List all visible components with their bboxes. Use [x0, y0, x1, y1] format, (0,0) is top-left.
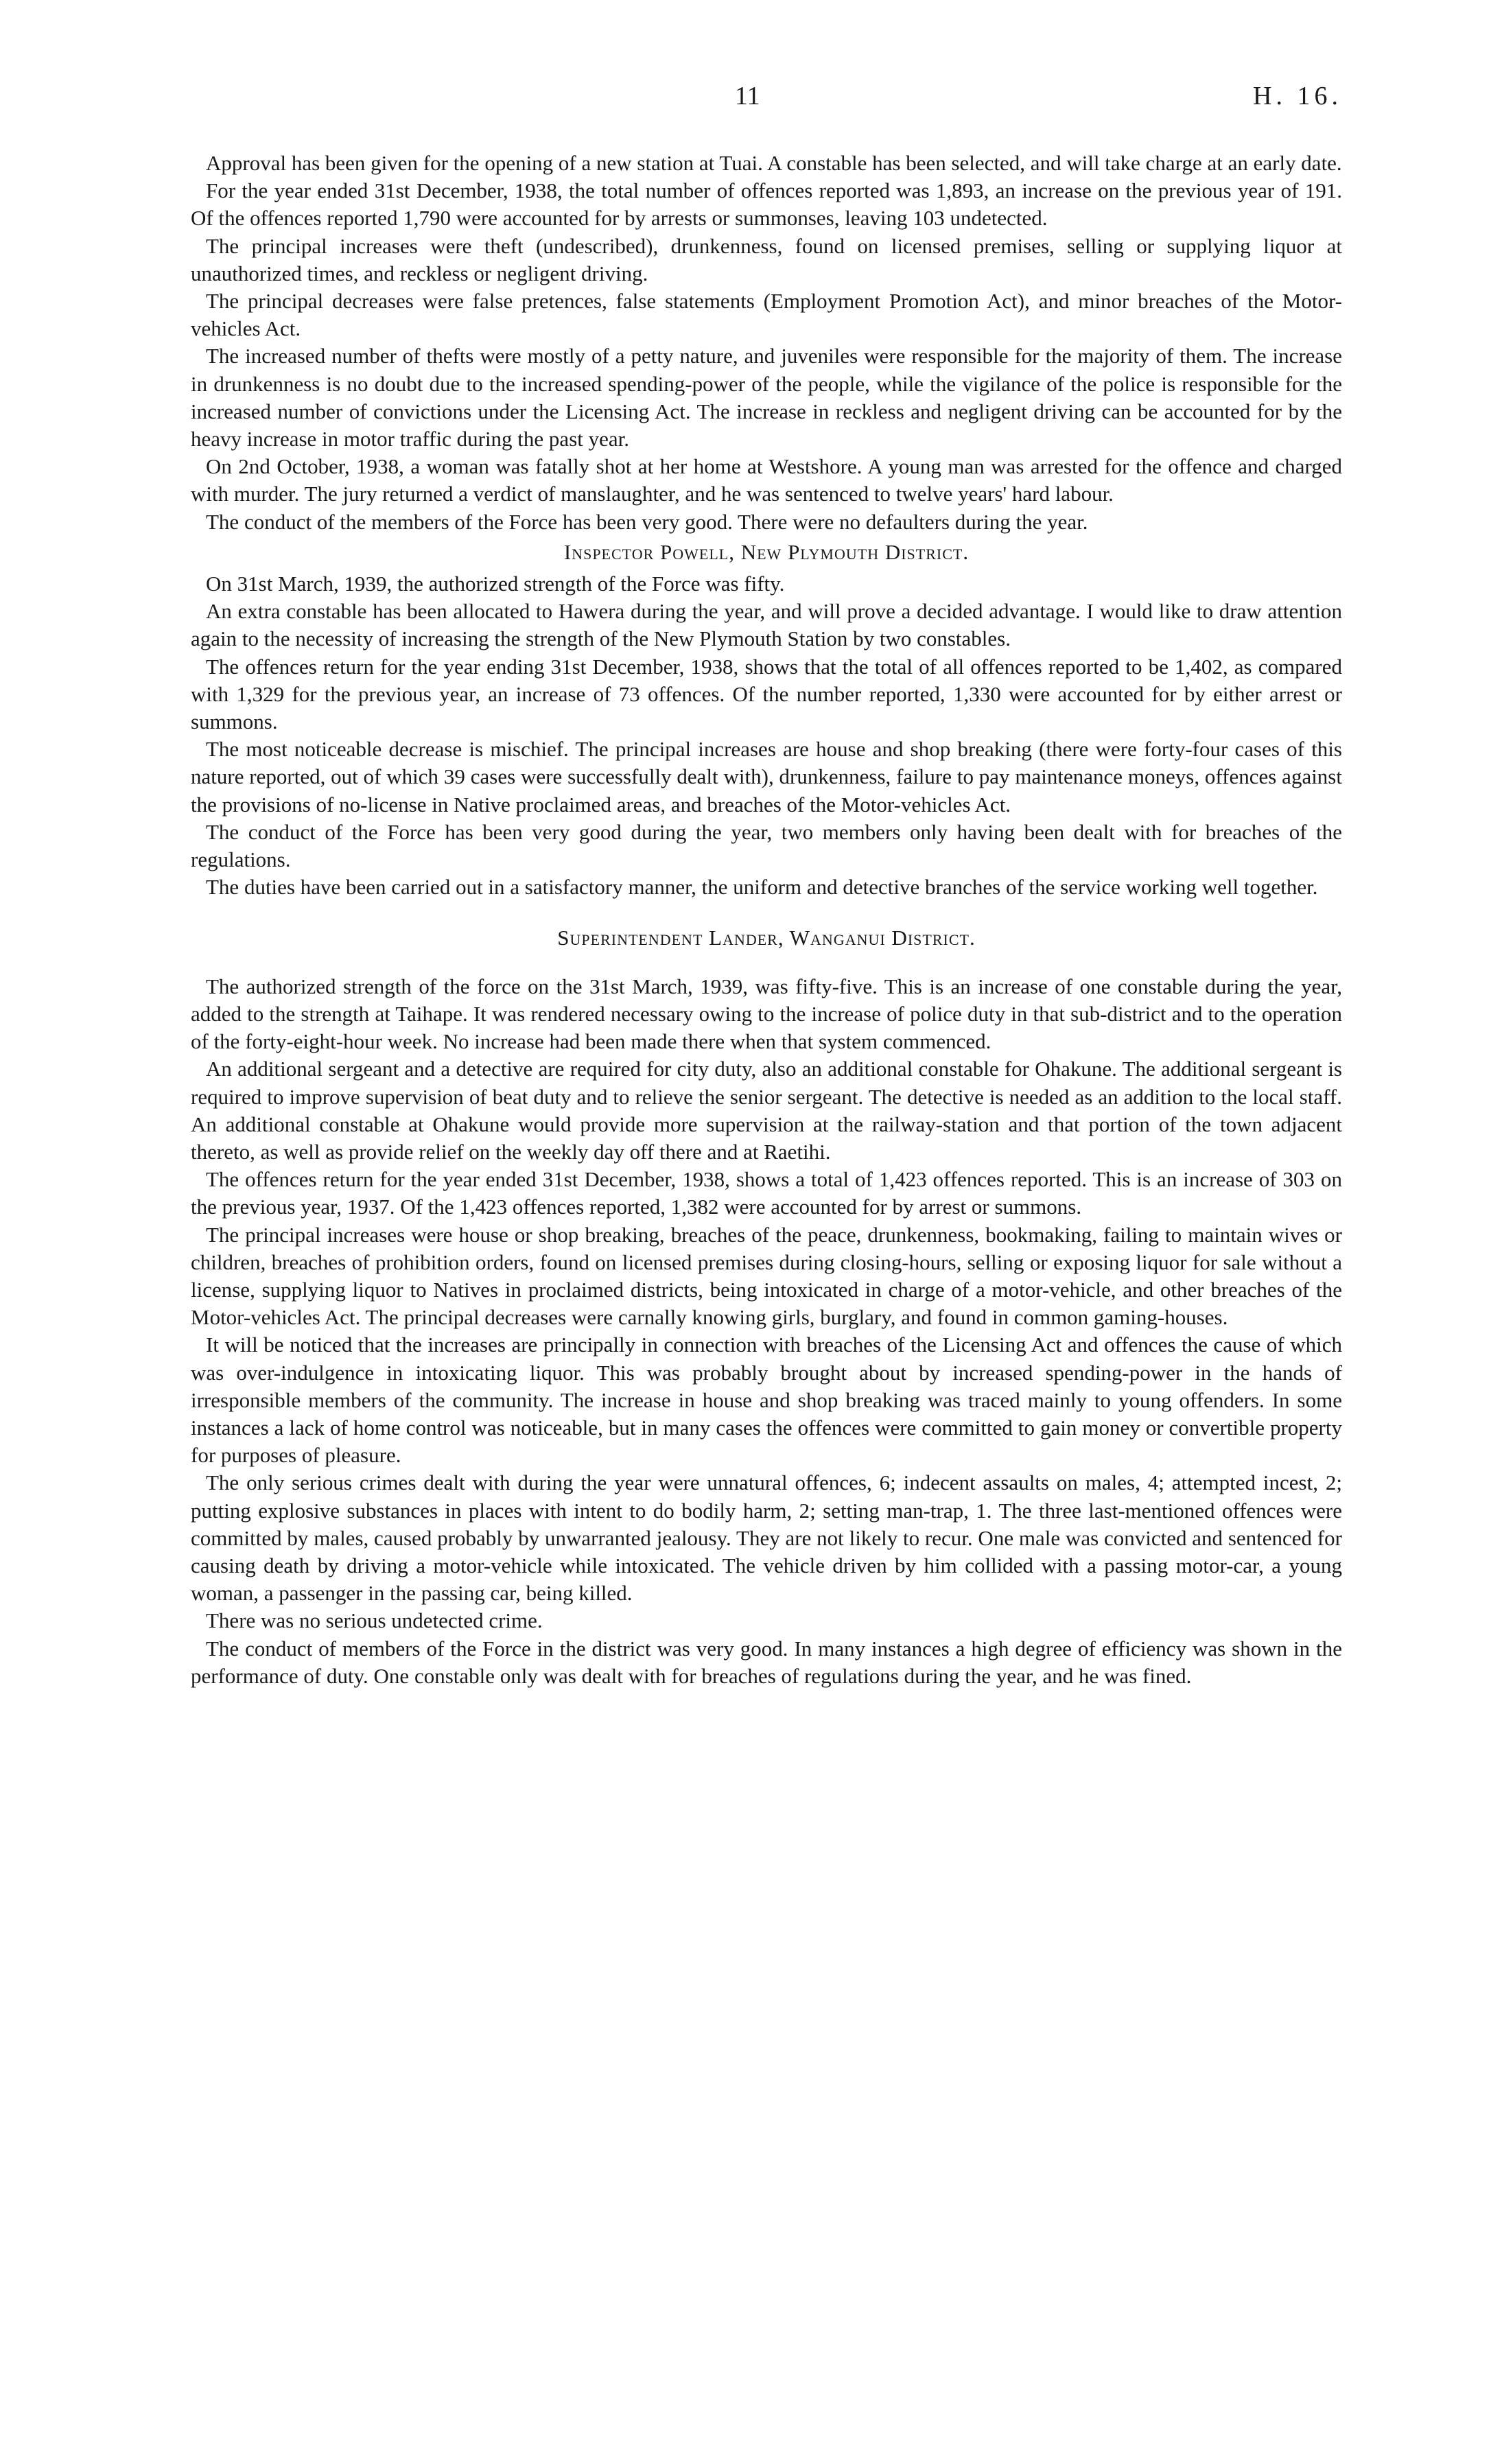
section-continuation — [191, 150, 1342, 536]
paragraph: The authorized strength of the force on the 31st March, 1939, was fifty-five. This is an increase of one constable during the year, added to the strength at Taihape. It was rendered necessary owing to the increase of police duty in that sub-district and to the operation of the forty-eight-hour week. No increase had been made there when that system commenced. — [191, 974, 1342, 1054]
paragraph: An extra constable has been allocated to Hawera during the year, and will prove a decided advantage. I would like to draw attention again to the necessity of increasing the strength of the New Plymouth Station by two constables. — [191, 599, 1342, 651]
paragraph: The conduct of members of the Force in the district was very good. In many instances a high degree of efficiency was shown in the performance of duty. One constable only was dealt with for breaches of regulations during the year, and he was fined. — [191, 1636, 1342, 1688]
paragraph: The conduct of the members of the Force has been very good. There were no defaulters during the year. — [206, 509, 1088, 534]
section-wanganui — [191, 924, 1342, 1689]
paragraph: The principal increases were house or shop breaking, breaches of the peace, drunkenness, bookmaking, failing to maintain wives or children, breaches of prohibition orders, found on licensed premises during closing-hours, selling or exposing liquor for sale without a license, supplying liquor to Natives in proclaimed districts, being intoxicated in charge of a motor-vehicle, and other breaches of the Motor-vehicles Act. The principal decreases were carnally knowing girls, burglary, and found in common gaming-houses. — [191, 1222, 1342, 1330]
page-number: 11 — [735, 82, 760, 110]
paragraph: Approval has been given for the opening of a new station at Tuai. A constable has been selected, and will take charge at an early date. — [206, 151, 1342, 175]
paragraph: The principal increases were theft (undescribed), drunkenness, found on licensed premises, selling or supplying liquor at unauthorized times, and reckless or negligent driving. — [191, 233, 1342, 285]
paragraph: The only serious crimes dealt with during the year were unnatural offences, 6; indecent assaults on males, 4; attempted incest, 2; putting explosive substances in places with intent to do bodily harm, 2; setting man-trap, 1. The three last-mentioned offences were committed by males, caused probably by unwarranted jealousy. They are not likely to recur. One male was convicted and sentenced for causing death by driving a motor-vehicle while intoxicated. The vehicle driven by him collided with a passing motor-car, a young woman, a passenger in the passing car, being killed. — [191, 1470, 1342, 1606]
paragraph: The offences return for the year ended 31st December, 1938, shows a total of 1,423 offences reported. This is an increase of 303 on the previous year, 1937. Of the 1,423 offences reported, 1,382 were accounted for by arrest or summons. — [191, 1167, 1342, 1219]
report-body — [191, 150, 1342, 1690]
document-reference: H. 16. — [1253, 82, 1342, 110]
paragraph: On 2nd October, 1938, a woman was fatally shot at her home at Westshore. A young man was arrested for the offence and charged with murder. The jury returned a verdict of manslaughter, and he was sentenced to twelve years' hard labour. — [191, 454, 1342, 506]
paragraph: There was no serious undetected crime. — [206, 1608, 543, 1633]
paragraph: An additional sergeant and a detective are required for city duty, also an additional constable for Ohakune. The additional sergeant is required to improve supervision of beat duty and to relieve the senior sergeant. The detective is needed as an addition to the local staff. An additional constable at Ohakune would provide more supervision at the railway-station and that portion of the town adjacent thereto, as well as provide relief on the weekly day off there and at Raetihi. — [191, 1057, 1342, 1164]
paragraph: The duties have been carried out in a satisfactory manner, the uniform and detective branches of the service working well together. — [206, 875, 1318, 900]
paragraph: On 31st March, 1939, the authorized strength of the Force was fifty. — [206, 572, 785, 596]
paragraph: The principal decreases were false pretences, false statements (Employment Promotion Act), and minor breaches of the Motor-vehicles Act. — [191, 289, 1342, 341]
paragraph: The increased number of thefts were mostly of a petty nature, and juveniles were responsible for the majority of them. The increase in drunkenness is no doubt due to the increased spending-power of the people, while the vigilance of the police is responsible for the increased number of convictions under the Licensing Act. The increase in reckless and negligent driving can be accounted for by the heavy increase in motor traffic during the past year. — [191, 344, 1342, 451]
section-new-plymouth — [191, 539, 1342, 902]
paragraph: The conduct of the Force has been very good during the year, two members only having been dealt with for breaches of the regulations. — [191, 819, 1342, 872]
page-header — [191, 81, 1342, 115]
paragraph: For the year ended 31st December, 1938, the total number of offences reported was 1,893, an increase on the previous year of 191. Of the offences reported 1,790 were accounted for by arrests or summonses, leaving 103 undetected. — [191, 178, 1342, 231]
paragraph: The most noticeable decrease is mischief. The principal increases are house and shop breaking (there were forty-four cases of this nature reported, out of which 39 cases were successfully dealt with), drunkenness, failure to pay maintenance moneys, offences against the provisions of no-license in Native proclaimed areas, and breaches of the Motor-vehicles Act. — [191, 737, 1342, 817]
section-heading: Inspector Powell, New Plymouth District. — [563, 539, 970, 564]
paragraph: The offences return for the year ending 31st December, 1938, shows that the total of all offences reported to be 1,402, as compared with 1,329 for the previous year, an increase of 73 offences. Of the number reported, 1,330 were accounted for by either arrest or summons. — [191, 654, 1342, 734]
section-heading: Superintendent Lander, Wanganui District. — [557, 926, 976, 950]
paragraph: It will be noticed that the increases are principally in connection with breaches of the Licensing Act and offences the cause of which was over-indulgence in intoxicating liquor. This was probably brought about by increased spending-power in the hands of irresponsible members of the community. The increase in house and shop breaking was traced mainly to young offenders. In some instances a lack of home control was noticeable, but in many cases the offences were committed to gain money or convertible property for purposes of pleasure. — [191, 1333, 1342, 1468]
